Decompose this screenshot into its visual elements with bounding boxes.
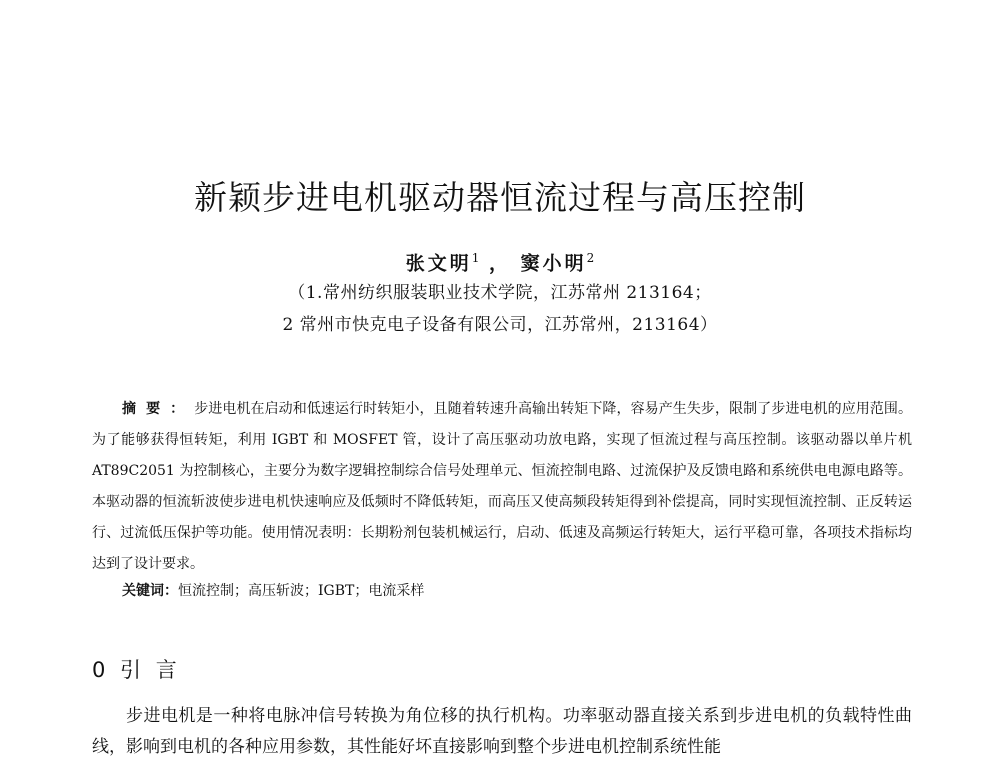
author-name: 窦小明 [520, 252, 587, 275]
author-affiliation-mark: 2 [586, 251, 595, 265]
keywords-text: 恒流控制；高压斩波；IGBT；电流采样 [178, 583, 425, 599]
paper-title: 新颖步进电机驱动器恒流过程与高压控制 [194, 178, 806, 217]
affiliation-line: 2 常州市快克电子设备有限公司，江苏常州，213164） [282, 315, 718, 335]
abstract [92, 394, 912, 580]
author-affiliation-mark: 1 [471, 251, 480, 265]
author-separator: ， [479, 252, 511, 275]
keywords [122, 578, 424, 604]
body-paragraph: 步进电机是一种将电脉冲信号转换为角位移的执行机构。功率驱动器直接关系到步进电机的负载特性曲线，影响到电机的各种应用参数，其性能好坏直接影响到整个步进电机控制系统性能 [92, 706, 912, 757]
author-name: 张文明 [405, 252, 472, 275]
author-line [0, 244, 1000, 277]
abstract-label: 摘要： [122, 401, 195, 417]
keywords-label: 关键词： [122, 583, 178, 599]
abstract-text: 步进电机在启动和低速运行时转矩小，且随着转速升高输出转矩下降，容易产生失步，限制了步进电机的应用范围。为了能够获得恒转矩，利用 IGBT 和 MOSFET 管，设计了高压驱动功放电路，实现了恒流过程与高压控制。该驱动器以单片机 AT89C2051 为控制核心，主要分为数字逻辑控制综合信号处理单元、恒流控制电路、过流保护及反馈电路和系统供电电源电路等。本驱动器的恒流斩波使步进电机快速响应及低频时不降低转矩，而高压又使高频段转矩得到补偿提高，同时实现恒流控制、正反转运行、过流低压保护等功能。使用情况表明：长期粉剂包装机械运行，启动、低速及高频运行转矩大，运行平稳可靠，各项技术指标均达到了设计要求。 [92, 401, 913, 572]
section-heading: 0 引 言 [92, 658, 181, 682]
affiliation-line: （1.常州纺织服装职业技术学院，江苏常州 213164； [288, 283, 712, 303]
